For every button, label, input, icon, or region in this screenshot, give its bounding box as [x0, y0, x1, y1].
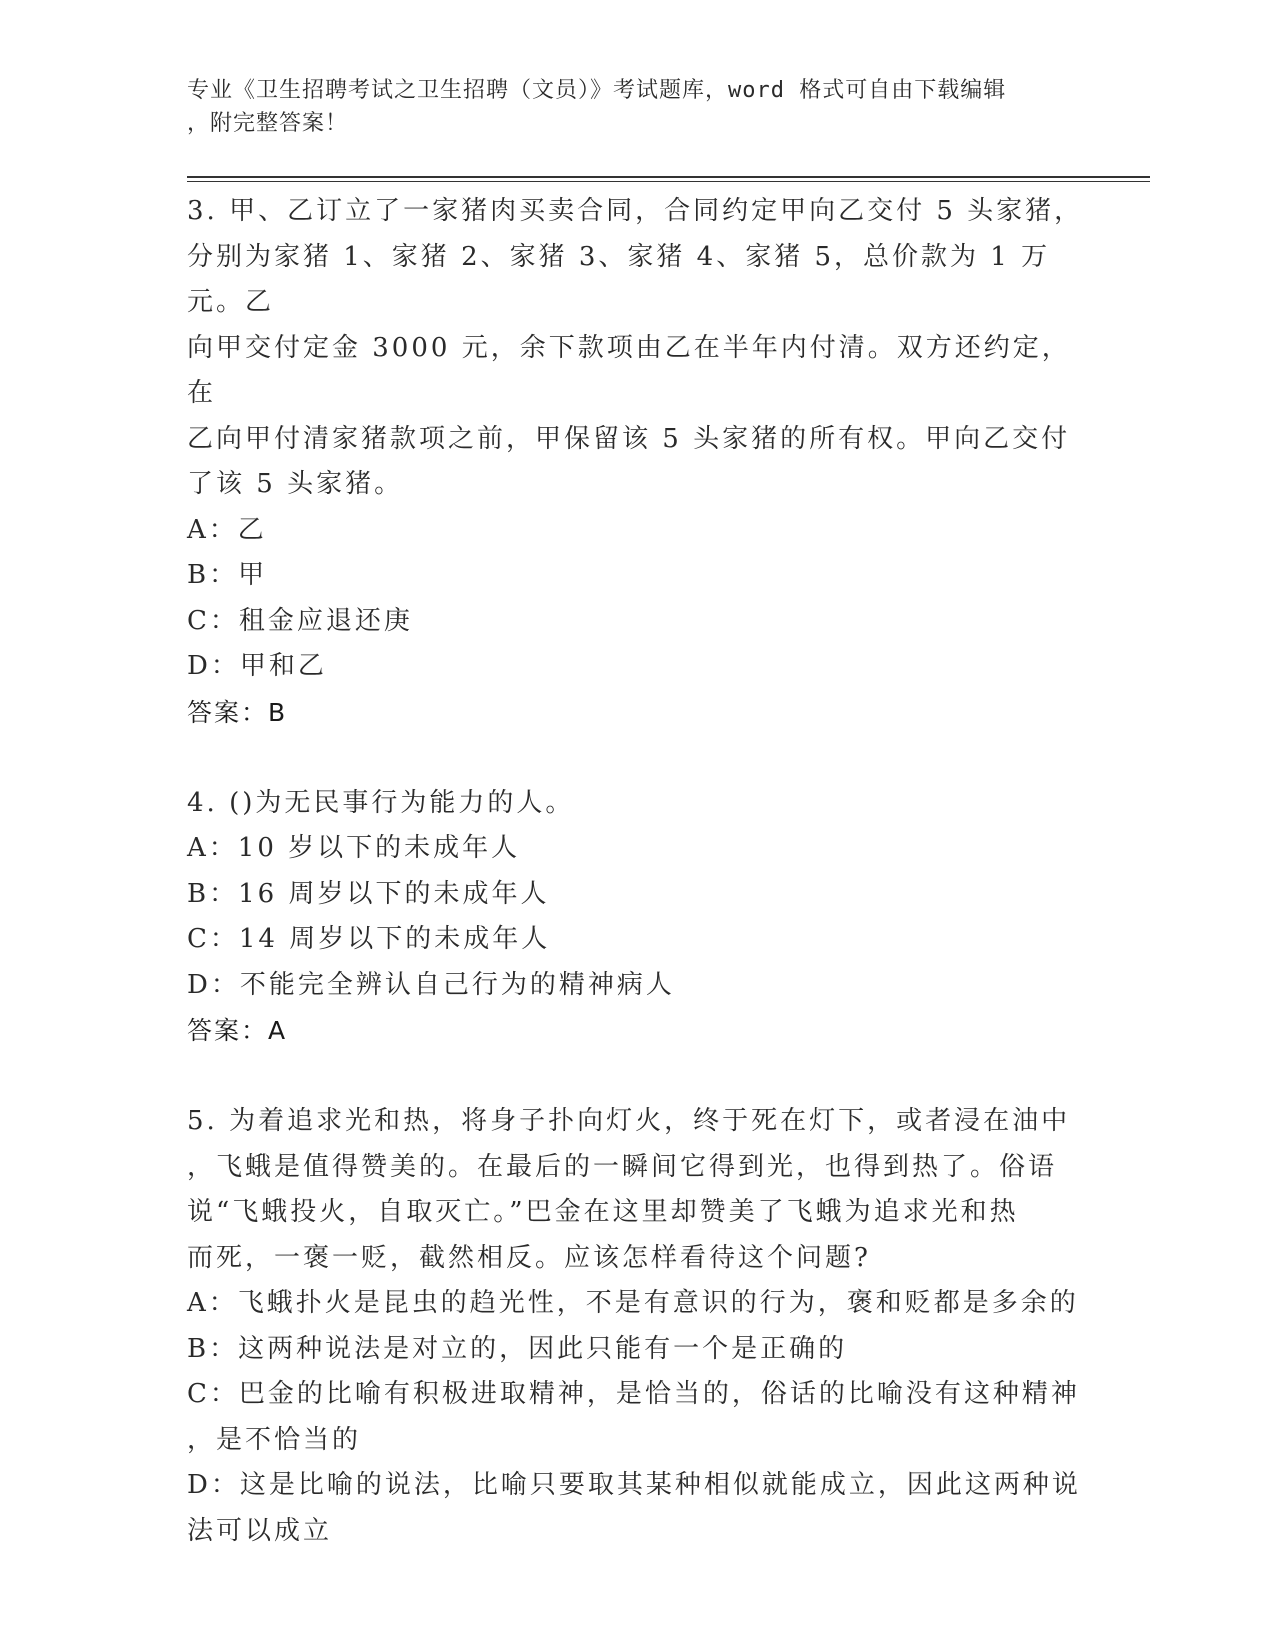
- question-list: [187, 189, 1087, 1554]
- question-3-line-4: 乙向甲付清家猪款项之前，甲保留该 5 头家猪的所有权。甲向乙交付: [187, 423, 1071, 454]
- header-divider-thin: [187, 181, 1150, 182]
- question-4-option-d: D：不能完全辨认自己行为的精神病人: [187, 969, 675, 1000]
- question-5-line-1: 5. 为着追求光和热，将身子扑向灯火，终于死在灯下，或者浸在油中: [187, 1106, 1071, 1136]
- question-5-option-d: [187, 1463, 1087, 1554]
- question-4-option-b: B：16 周岁以下的未成年人: [187, 878, 550, 909]
- question-3-line-3: 向甲交付定金 3000 元，余下款项由乙在半年内付清。双方还约定，在: [187, 332, 1071, 408]
- question-spacer: [187, 1054, 1087, 1100]
- question-5-option-b: B：这两种说法是对立的，因此只能有一个是正确的: [187, 1333, 848, 1364]
- question-5-option-c-line-1: C：巴金的比喻有积极进取精神，是恰当的，俗话的比喻没有这种精神: [187, 1379, 1080, 1409]
- question-5-option-d-line-1: D：这是比喻的说法，比喻只要取其某种相似就能成立，因此这两种说: [187, 1470, 1081, 1500]
- header-line-1: 专业《卫生招聘考试之卫生招聘（文员）》考试题库，word 格式可自由下载编辑: [187, 78, 1007, 103]
- question-3-option-c: C：租金应退还庚: [187, 605, 413, 636]
- question-5-option-a: A：飞蛾扑火是昆虫的趋光性，不是有意识的行为，褒和贬都是多余的: [187, 1288, 1079, 1318]
- question-4-option-c: C：14 周岁以下的未成年人: [187, 924, 551, 954]
- question-spacer: [187, 735, 1087, 781]
- question-5-line-4: 而死，一褒一贬，截然相反。应该怎样看待这个问题?: [187, 1242, 871, 1273]
- question-4-option-a: A：10 岁以下的未成年人: [187, 833, 521, 863]
- question-3-line-2: 分别为家猪 1、家猪 2、家猪 3、家猪 4、家猪 5，总价款为 1 万元。乙: [187, 241, 1051, 317]
- question-4-line-1: 4. ()为无民事行为能力的人。: [187, 787, 575, 818]
- question-3-stem: [187, 189, 1087, 508]
- question-5-line-2: ，飞蛾是值得赞美的。在最后的一瞬间它得到光，也得到热了。俗语: [187, 1151, 1058, 1182]
- document-header: [187, 74, 1067, 140]
- question-3-option-d: D：甲和乙: [187, 651, 327, 681]
- question-5-line-3: 说“飞蛾投火，自取灭亡。”巴金在这里却赞美了飞蛾为追求光和热: [187, 1197, 1019, 1227]
- question-5-stem: [187, 1099, 1087, 1281]
- question-3-line-5: 了该 5 头家猪。: [187, 469, 404, 499]
- question-3: [187, 189, 1087, 735]
- header-divider-thick: [187, 176, 1150, 178]
- question-4-answer: 答案：A: [187, 1016, 288, 1045]
- question-3-option-a: A：乙: [187, 514, 267, 545]
- question-5-option-c: [187, 1372, 1087, 1463]
- question-4: [187, 781, 1087, 1054]
- header-line-2: ，附完整答案！: [187, 111, 349, 136]
- question-3-line-1: 3. 甲、乙订立了一家猪肉买卖合同，合同约定甲向乙交付 5 头家猪，: [187, 196, 1084, 226]
- question-5-option-d-line-2: 法可以成立: [187, 1515, 333, 1546]
- question-5-option-c-line-2: ，是不恰当的: [187, 1424, 362, 1455]
- question-4-stem: [187, 781, 1087, 827]
- question-3-answer: 答案：B: [187, 697, 288, 727]
- question-5: [187, 1099, 1087, 1554]
- question-3-option-b: B：甲: [187, 560, 268, 590]
